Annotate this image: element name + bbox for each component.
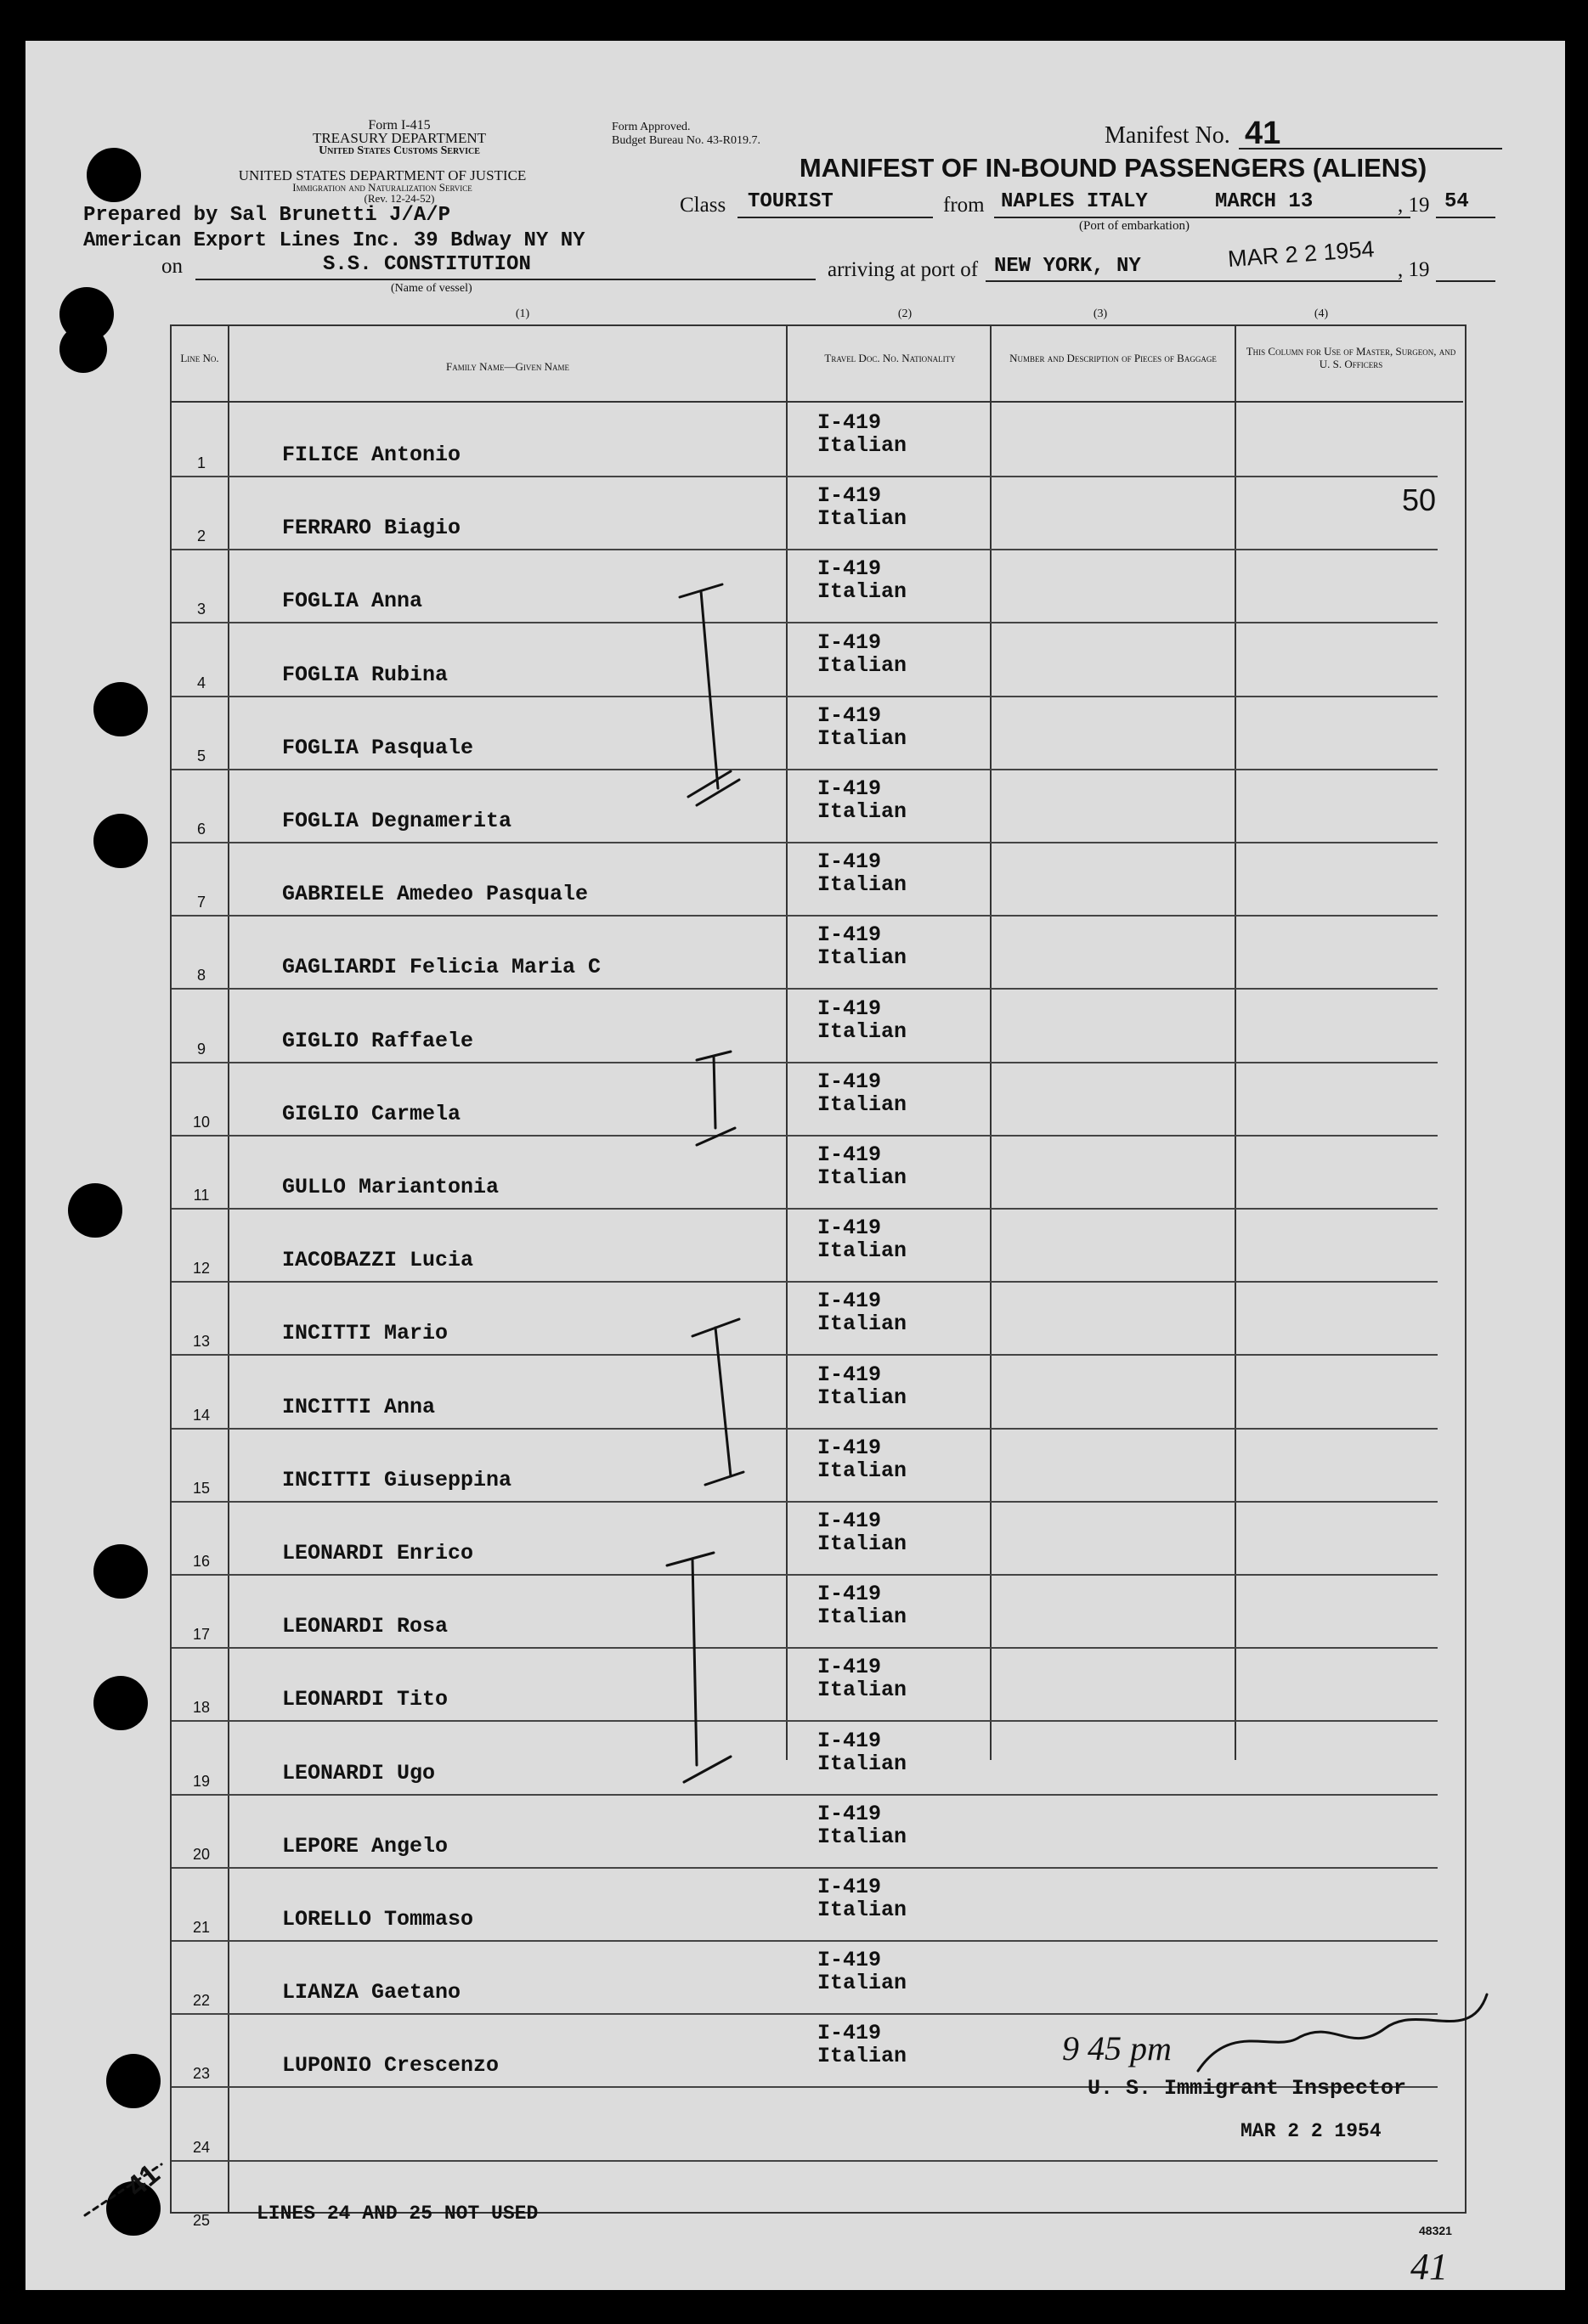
year-value: 54 (1444, 190, 1469, 213)
line-number: 19 (192, 1772, 211, 1790)
manifest-number: 41 (1245, 116, 1281, 151)
bracket-mark (667, 1553, 731, 1782)
nationality: Italian (817, 1751, 907, 1776)
passenger-name: INCITTI Anna (282, 1394, 436, 1419)
line-number: 3 (196, 601, 206, 618)
passenger-name: FOGLIA Pasquale (282, 735, 474, 760)
line-number: 1 (196, 454, 206, 471)
line-number: 7 (196, 894, 206, 911)
on-label: on (161, 255, 183, 278)
nationality: Italian (817, 1165, 907, 1190)
header-travel-doc: Travel Doc. No. Nationality (824, 352, 956, 364)
travel-doc-no: I-419 (817, 1509, 882, 1533)
nationality: Italian (817, 799, 907, 824)
dept-treasury-sub: United States Customs Service (319, 144, 480, 157)
line-number: 11 (193, 1187, 210, 1204)
nationality: Italian (817, 1678, 907, 1703)
passenger-name: LUPONIO Crescenzo (282, 2053, 500, 2079)
officer-note: 50 (1402, 482, 1437, 517)
line-number: 21 (192, 1919, 211, 1936)
passenger-name: LEONARDI Rosa (282, 1614, 449, 1639)
line-number: 15 (192, 1479, 211, 1497)
travel-doc-no: I-419 (817, 1142, 882, 1167)
nationality: Italian (817, 2044, 907, 2069)
passenger-name: GAGLIARDI Felicia Maria C (282, 955, 602, 980)
line-number: 16 (192, 1553, 211, 1570)
travel-doc-no: I-419 (817, 1069, 882, 1094)
line-number: 14 (192, 1406, 211, 1424)
col-number-3: (3) (1093, 307, 1108, 320)
passenger-name: LINES 24 AND 25 NOT USED (257, 2202, 539, 2225)
passenger-name: LEONARDI Tito (282, 1687, 449, 1712)
budget-bureau: Budget Bureau No. 43-R019.7. (612, 134, 760, 147)
travel-doc-no: I-419 (817, 1289, 882, 1314)
travel-doc-no: I-419 (817, 1216, 882, 1241)
bracket-mark (697, 1052, 735, 1145)
col-number-4: (4) (1314, 307, 1329, 320)
nationality: Italian (817, 433, 907, 458)
date-value: MARCH 13 (1215, 190, 1314, 213)
header-line-no: Line No. (180, 352, 219, 364)
passenger-name: GIGLIO Raffaele (282, 1028, 474, 1053)
port-caption: (Port of embarkation) (1079, 219, 1190, 233)
line-number: 13 (192, 1333, 211, 1351)
manifest-label: Manifest No. (1105, 122, 1230, 149)
handwritten-marks (25, 41, 1565, 2290)
passenger-name: GIGLIO Carmela (282, 1101, 461, 1126)
nationality: Italian (817, 872, 907, 898)
passenger-name: LIANZA Gaetano (282, 1980, 461, 2005)
prepared-by: Prepared by Sal Brunetti J/A/P (83, 204, 451, 227)
revision: (Rev. 12-24-52) (364, 192, 435, 205)
form-approved: Form Approved. (612, 121, 691, 133)
travel-doc-no: I-419 (817, 1362, 882, 1387)
nationality: Italian (817, 1898, 907, 1922)
nationality: Italian (817, 1018, 907, 1044)
nationality: Italian (817, 1458, 907, 1483)
vessel-caption: (Name of vessel) (391, 282, 472, 295)
travel-doc-no: I-419 (817, 483, 882, 509)
line-number: 2 (196, 527, 206, 545)
form-code: 48321 (1419, 2224, 1452, 2237)
nationality: Italian (817, 1238, 907, 1264)
page-number: 41 (1410, 2246, 1448, 2287)
signature (1198, 1994, 1487, 2071)
nationality: Italian (817, 1824, 907, 1849)
line-number: 8 (196, 967, 206, 984)
travel-doc-no: I-419 (817, 776, 882, 801)
header-name: Family Name—Given Name (446, 360, 569, 373)
travel-doc-no: I-419 (817, 556, 882, 582)
travel-doc-no: I-419 (817, 1801, 882, 1826)
passenger-name: INCITTI Mario (282, 1321, 449, 1346)
travel-doc-no: I-419 (817, 922, 882, 948)
manifest-sheet (25, 41, 1565, 2290)
bracket-mark (692, 1319, 743, 1485)
col-number-2: (2) (897, 307, 913, 320)
nationality: Italian (817, 579, 907, 605)
time-note: 9 45 pm (1062, 2029, 1172, 2067)
nationality: Italian (817, 652, 907, 678)
year-prefix: , 19 (1398, 194, 1430, 217)
line-number: 18 (192, 1699, 211, 1717)
passenger-name: FILICE Antonio (282, 443, 461, 467)
class-label: Class (680, 194, 726, 217)
company: American Export Lines Inc. 39 Bdway NY NY (83, 229, 585, 252)
travel-doc-no: I-419 (817, 1582, 882, 1607)
travel-doc-no: I-419 (817, 702, 882, 728)
travel-doc-no: I-419 (817, 1875, 882, 1899)
travel-doc-no: I-419 (817, 1728, 882, 1753)
nationality: Italian (817, 945, 907, 971)
from-value: NAPLES ITALY (1001, 190, 1148, 213)
travel-doc-no: I-419 (817, 996, 882, 1021)
arrival-date-stamp: MAR 2 2 1954 (1227, 236, 1376, 272)
header-baggage: Number and Description of Pieces of Baggage (1009, 352, 1217, 364)
passenger-name: LEPORE Angelo (282, 1833, 449, 1859)
line-number: 10 (192, 1113, 211, 1131)
class-value: TOURIST (748, 190, 834, 213)
travel-doc-no: I-419 (817, 2021, 882, 2046)
line-number: 24 (192, 2138, 211, 2156)
passenger-name: FERRARO Biagio (282, 516, 461, 541)
nationality: Italian (817, 1091, 907, 1117)
line-number: 12 (192, 1260, 211, 1278)
passenger-name: LEONARDI Ugo (282, 1760, 436, 1785)
dept-treasury: TREASURY DEPARTMENT (312, 130, 487, 146)
nationality: Italian (817, 1531, 907, 1556)
col-number-1: (1) (515, 307, 530, 320)
dept-justice-sub: Immigration and Naturalization Service (292, 181, 472, 194)
travel-doc-no: I-419 (817, 1655, 882, 1680)
travel-doc-no: I-419 (817, 1435, 882, 1460)
passenger-name: IACOBAZZI Lucia (282, 1248, 474, 1273)
travel-doc-no: I-419 (817, 849, 882, 875)
line-number: 9 (196, 1040, 206, 1058)
travel-doc-no: I-419 (817, 629, 882, 655)
nationality: Italian (817, 506, 907, 532)
form-number: Form I-415 (368, 118, 431, 133)
year-blank: , 19 (1398, 258, 1430, 281)
passenger-name: INCITTI Giuseppina (282, 1467, 512, 1492)
line-number: 4 (196, 674, 206, 691)
line-number: 23 (192, 2065, 211, 2083)
line-number: 17 (192, 1626, 211, 1644)
passenger-name: GABRIELE Amedeo Pasquale (282, 882, 589, 907)
passenger-name: LORELLO Tommaso (282, 1907, 474, 1932)
corner-stamp: 41 (120, 2158, 167, 2203)
bracket-mark (680, 584, 739, 805)
line-number: 6 (196, 821, 206, 838)
nationality: Italian (817, 1385, 907, 1410)
arriving-label: arriving at port of (828, 258, 979, 281)
vessel-name: S.S. CONSTITUTION (323, 253, 531, 276)
nationality: Italian (817, 1311, 907, 1337)
inspector-label: U. S. Immigrant Inspector (1088, 2076, 1407, 2101)
nationality: Italian (817, 725, 907, 751)
travel-doc-no: I-419 (817, 1948, 882, 1973)
line-number: 25 (192, 2211, 211, 2229)
passenger-name: GULLO Mariantonia (282, 1175, 500, 1199)
travel-doc-no: I-419 (817, 410, 882, 435)
passenger-name: LEONARDI Enrico (282, 1541, 474, 1565)
manifest-title: MANIFEST OF IN-BOUND PASSENGERS (ALIENS) (799, 153, 1427, 183)
dept-justice: UNITED STATES DEPARTMENT OF JUSTICE (238, 167, 527, 183)
line-number: 22 (192, 1992, 211, 2010)
from-label: from (943, 194, 985, 217)
inspector-stamp: MAR 2 2 1954 (1240, 2120, 1382, 2142)
line-number: 20 (192, 1845, 211, 1863)
header-officers: This Column for Use of Master, Surgeon, and U. S. Officers (1246, 345, 1456, 370)
passenger-name: FOGLIA Degnamerita (282, 809, 512, 833)
arrival-port: NEW YORK, NY (994, 255, 1141, 278)
nationality: Italian (817, 1605, 907, 1630)
passenger-name: FOGLIA Rubina (282, 662, 449, 687)
line-number: 5 (196, 747, 206, 764)
passenger-name: FOGLIA Anna (282, 589, 423, 614)
nationality: Italian (817, 1971, 907, 1996)
